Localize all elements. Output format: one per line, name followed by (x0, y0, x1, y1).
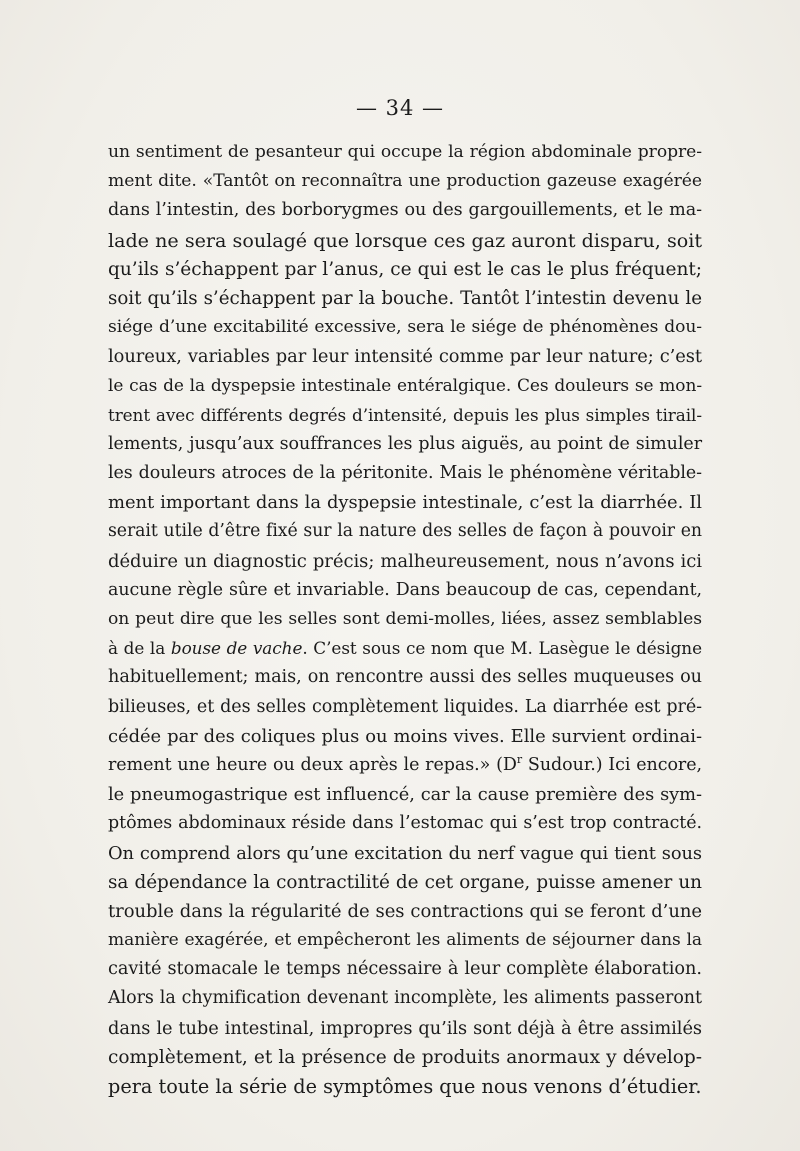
text-line: loureux, variables par leur intensité comme par leur nature; c’est (108, 346, 702, 368)
text-line: cédée par des coliques plus ou moins vives. Elle survient ordinai- (108, 725, 702, 747)
line-segment: rement une heure ou deux après le repas.» (D (108, 754, 517, 775)
text-line: qu’ils s’échappent par l’anus, ce qui est le cas le plus fréquent; (108, 258, 702, 280)
text-line: complètement, et la présence de produits anormaux y dévelop- (108, 1046, 702, 1068)
text-line: les douleurs atroces de la péritonite. Mais le phénomène véritable- (108, 463, 702, 484)
text-line: lade ne sera soulagé que lorsque ces gaz auront disparu, soit (108, 228, 702, 252)
text-line: On comprend alors qu’une excitation du nerf vague qui tient sous (108, 842, 702, 864)
text-line: manière exagérée, et empêcheront les aliments de séjourner dans la (108, 930, 702, 951)
text-line: dans le tube intestinal, impropres qu’ils sont déjà à être assimilés (108, 1017, 702, 1039)
text-line: déduire un diagnostic précis; malheureusement, nous n’avons ici (108, 550, 702, 572)
text-line-with-italic (108, 634, 702, 663)
text-line: aucune règle sûre et invariable. Dans beaucoup de cas, cependant, (108, 579, 702, 600)
text-line-last: pera toute la série de symptômes que nous venons d’étudier. (108, 1075, 702, 1098)
text-line: on peut dire que les selles sont demi-molles, liées, assez semblables (108, 609, 702, 629)
italic-phrase: bouse de vache (170, 638, 303, 659)
text-line: un sentiment de pesanteur qui occupe la région abdominale propre- (108, 142, 702, 162)
text-line: ment important dans la dyspepsie intestinale, c’est la diarrhée. Il (108, 492, 702, 514)
text-line: soit qu’ils s’échappent par la bouche. Tantôt l’intestin devenu le (108, 287, 702, 309)
text-line: serait utile d’être fixé sur la nature des selles de façon à pouvoir en (108, 521, 702, 542)
text-line: bilieuses, et des selles complètement liquides. La diarrhée est pré- (108, 696, 702, 717)
text-line: dans l’intestin, des borborygmes ou des gargouillements, et le ma- (108, 200, 702, 221)
text-line: sa dépendance la contractilité de cet organe, puisse amener un (108, 871, 702, 893)
line-segment: . C’est sous ce nom que M. Lasègue le désigne (302, 638, 702, 659)
text-line: le cas de la dyspepsie intestinale entéralgique. Ces douleurs se mon- (108, 375, 702, 396)
text-line: Alors la chymification devenant incomplète, les aliments passeront (108, 988, 702, 1009)
text-line: trent avec différents degrés d’intensité, depuis les plus simples tirail- (108, 404, 702, 425)
text-line: siége d’une excitabilité excessive, sera le siége de phénomènes dou- (108, 317, 702, 338)
text-line: le pneumogastrique est influencé, car la cause première des sym- (108, 784, 702, 806)
superscript: r (516, 753, 523, 767)
text-line: trouble dans la régularité de ses contractions qui se feront d’une (108, 900, 702, 922)
line-segment: à de la (108, 638, 171, 659)
text-line: cavité stomacale le temps nécessaire à leur complète élaboration. (108, 959, 702, 980)
text-line: ment dite. «Tantôt on reconnaîtra une production gazeuse exagérée (108, 171, 702, 192)
text-line-with-superscript (108, 751, 702, 780)
text-line: habituellement; mais, on rencontre aussi des selles muqueuses ou (108, 667, 702, 688)
page-number: — 34 — (355, 96, 445, 120)
text-line: lements, jusqu’aux souffrances les plus aiguës, au point de simuler (108, 433, 702, 454)
body-text (108, 138, 702, 1101)
text-line: ptômes abdominaux réside dans l’estomac qui s’est trop contracté. (108, 813, 702, 834)
line-segment: Sudour.) Ici encore, (522, 754, 702, 775)
